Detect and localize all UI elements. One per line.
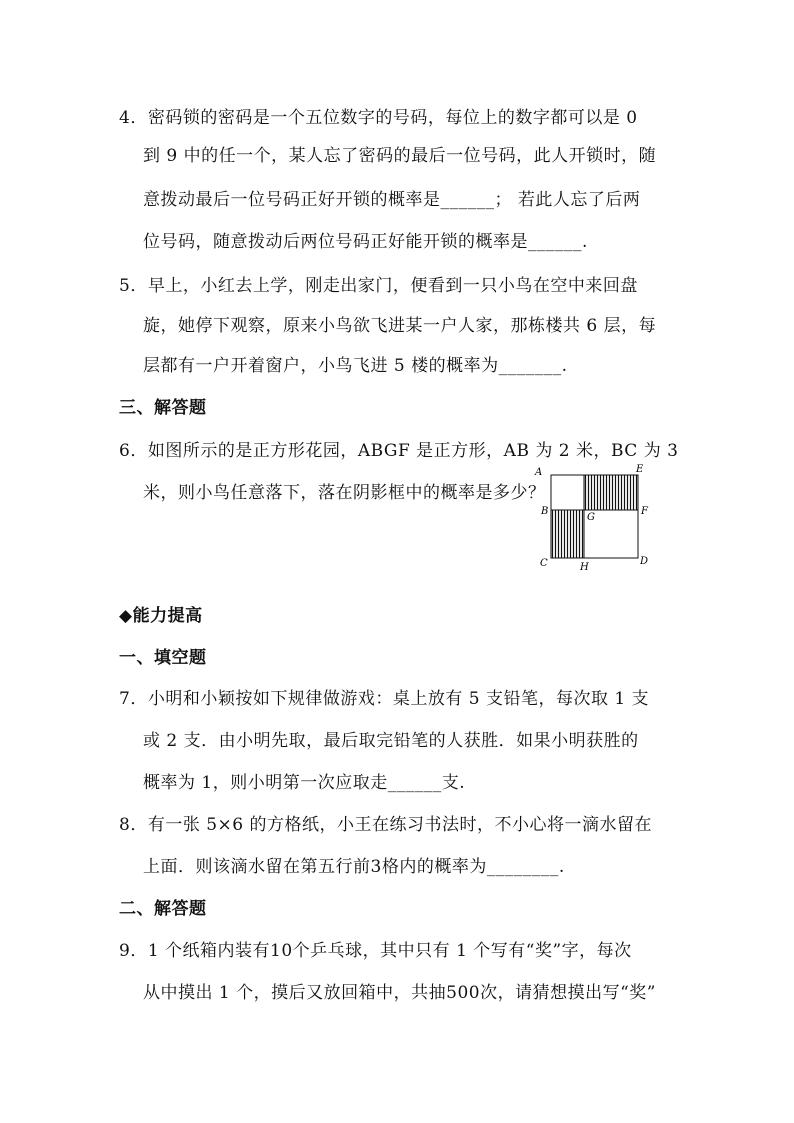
- label-h: H: [580, 562, 589, 573]
- section-heading-answer-1: 三、解答题: [119, 398, 207, 418]
- section-heading-fill: 一、填空题: [119, 648, 207, 668]
- q7-line-3: 概率为 1，则小明第一次应取走______支.: [143, 773, 466, 793]
- q9-line-2: 从中摸出 1 个，摸后又放回箱中，共抽500次，请猜想摸出写“奖”: [143, 983, 656, 1003]
- q7-line-1: 7．小明和小颖按如下规律做游戏：桌上放有 5 支铅笔，每次取 1 支: [119, 689, 650, 709]
- q5-line-3: 层都有一户开着窗户，小鸟飞进 5 楼的概率为_______.: [143, 356, 568, 376]
- q4-line-4: 位号码，随意拨动后两位号码正好能开锁的概率是______.: [143, 232, 588, 252]
- q5-line-2: 旋，她停下观察，原来小鸟欲飞进某一户人家，那栋楼共 6 层，每: [143, 316, 657, 336]
- label-a: A: [535, 467, 543, 478]
- q6-line-1: 6．如图所示的是正方形花园，ABGF 是正方形，AB 为 2 米，BC 为 3: [119, 441, 679, 461]
- section-heading-answer-2: 二、解答题: [119, 899, 207, 919]
- label-e: E: [636, 464, 644, 475]
- label-d: D: [640, 556, 649, 567]
- q4-line-3: 意拨动最后一位号码正好开锁的概率是______； 若此人忘了后两: [143, 190, 641, 210]
- label-c: C: [540, 558, 548, 569]
- section-heading-ability: ◆能力提高: [119, 606, 203, 626]
- q5-line-1: 5．早上，小红去上学，刚走出家门，便看到一只小鸟在空中来回盘: [119, 276, 638, 296]
- q8-line-1: 8．有一张 5×6 的方格纸，小王在练习书法时，不小心将一滴水留在: [119, 815, 652, 835]
- garden-figure: [530, 462, 660, 574]
- label-g: G: [587, 512, 595, 523]
- label-b: B: [541, 506, 549, 517]
- q4-line-2: 到 9 中的任一个，某人忘了密码的最后一位号码，此人开锁时，随: [143, 146, 657, 166]
- q8-line-2: 上面．则该滴水留在第五行前3格内的概率为________.: [143, 857, 565, 877]
- label-f: F: [641, 506, 648, 517]
- q9-line-1: 9．1 个纸箱内装有10个乒乓球，其中只有 1 个写有“奖”字，每次: [119, 941, 632, 961]
- q7-line-2: 或 2 支．由小明先取，最后取完铅笔的人获胜．如果小明获胜的: [143, 731, 639, 751]
- q6-line-2: 米，则小鸟任意落下，落在阴影框中的概率是多少？: [143, 483, 546, 503]
- q4-line-1: 4．密码锁的密码是一个五位数字的号码，每位上的数字都可以是 0: [119, 108, 638, 128]
- shaded-region-bottom: [551, 510, 584, 558]
- shaded-region-top: [584, 475, 638, 510]
